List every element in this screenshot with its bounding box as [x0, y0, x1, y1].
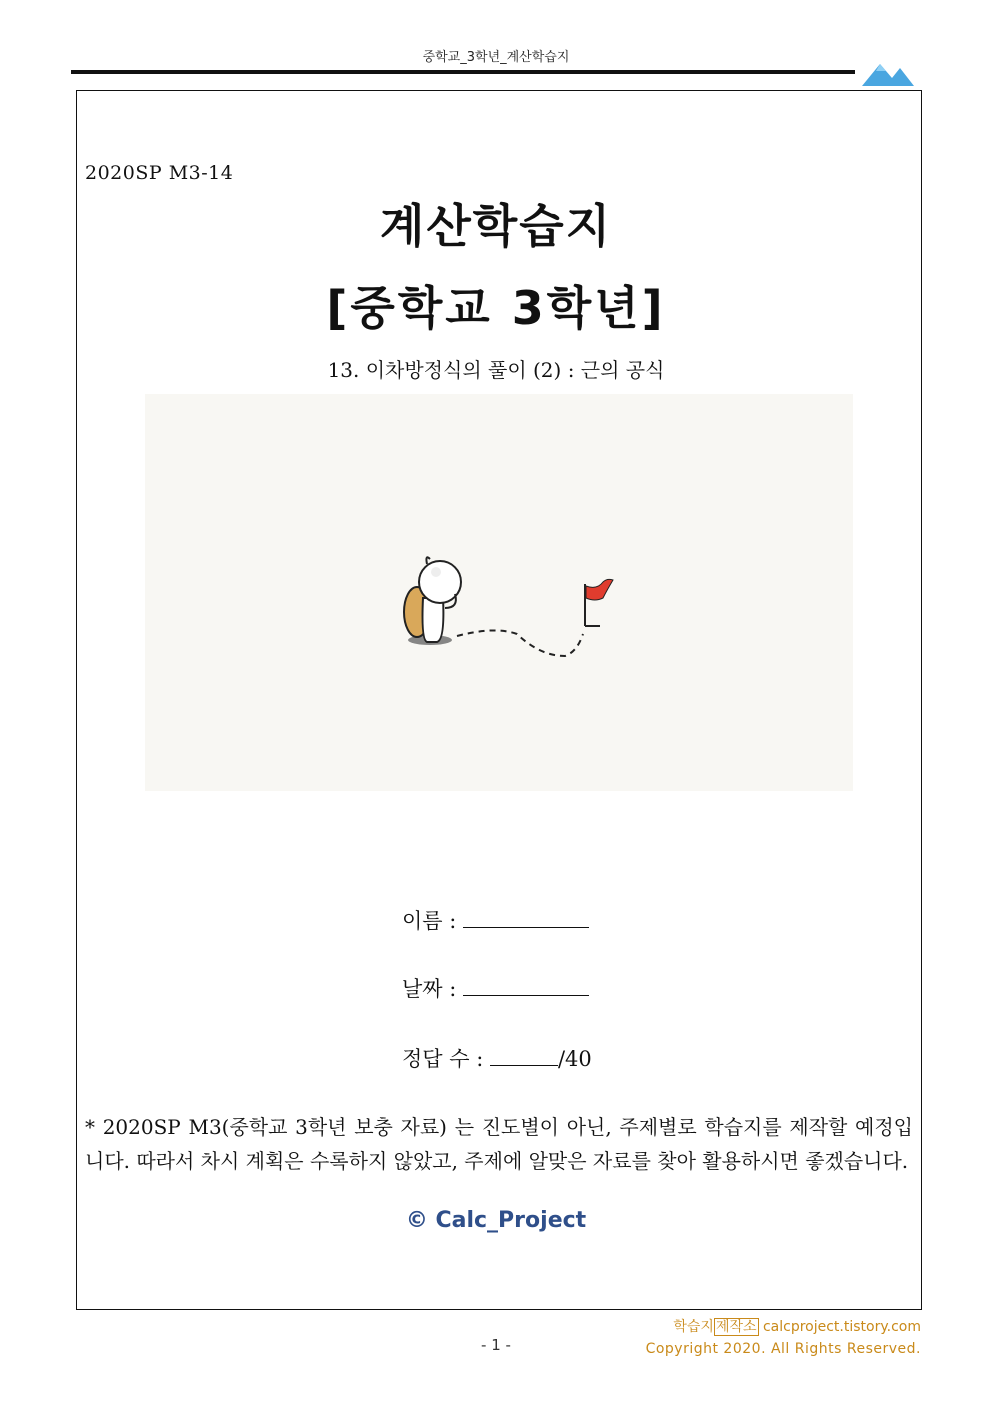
document-subtitle: 13. 이차방정식의 풀이 (2) : 근의 공식	[327, 358, 665, 382]
grade-title: [중학교 3학년]	[326, 281, 666, 335]
journey-illustration	[145, 394, 853, 791]
footer-rights: Copyright 2020. All Rights Reserved.	[645, 1341, 921, 1357]
document-title: 계산학습지	[379, 199, 613, 253]
header-rule	[71, 70, 855, 74]
header-title: 중학교_3학년_계산학습지	[422, 50, 570, 65]
footer-site-boxed: 제작소	[715, 1319, 757, 1335]
note-text: * 2020SP M3(중학교 3학년 보충 자료) 는 진도별이 아닌, 주제별로 학습지를 제작할 예정입니다. 따라서 차시 계획은 수록하지 않았고, 주제에 알맞은 자료를 찾아 활용하시면 좋겠습니다.	[85, 1115, 913, 1173]
footer-site-url[interactable]: calcproject.tistory.com	[758, 1319, 921, 1335]
score-label: 정답 수 :	[402, 1047, 490, 1071]
score-blank[interactable]	[490, 1048, 558, 1066]
name-label: 이름 :	[402, 909, 463, 933]
footer-site-prefix: 학습지	[673, 1319, 714, 1335]
brand-copyright: © Calc_Project	[405, 1208, 587, 1233]
footer-site[interactable]	[673, 1316, 921, 1336]
score-field[interactable]	[402, 1043, 592, 1073]
page-number: - 1 -	[481, 1336, 511, 1354]
name-blank[interactable]	[463, 910, 589, 928]
document-code: 2020SP M3-14	[85, 162, 234, 184]
mountain-icon	[862, 56, 914, 86]
date-blank[interactable]	[463, 978, 589, 996]
name-field[interactable]	[402, 905, 589, 935]
score-total: /40	[557, 1047, 592, 1071]
illustration	[145, 394, 853, 791]
date-label: 날짜 :	[402, 977, 463, 1001]
date-field[interactable]	[402, 973, 589, 1003]
